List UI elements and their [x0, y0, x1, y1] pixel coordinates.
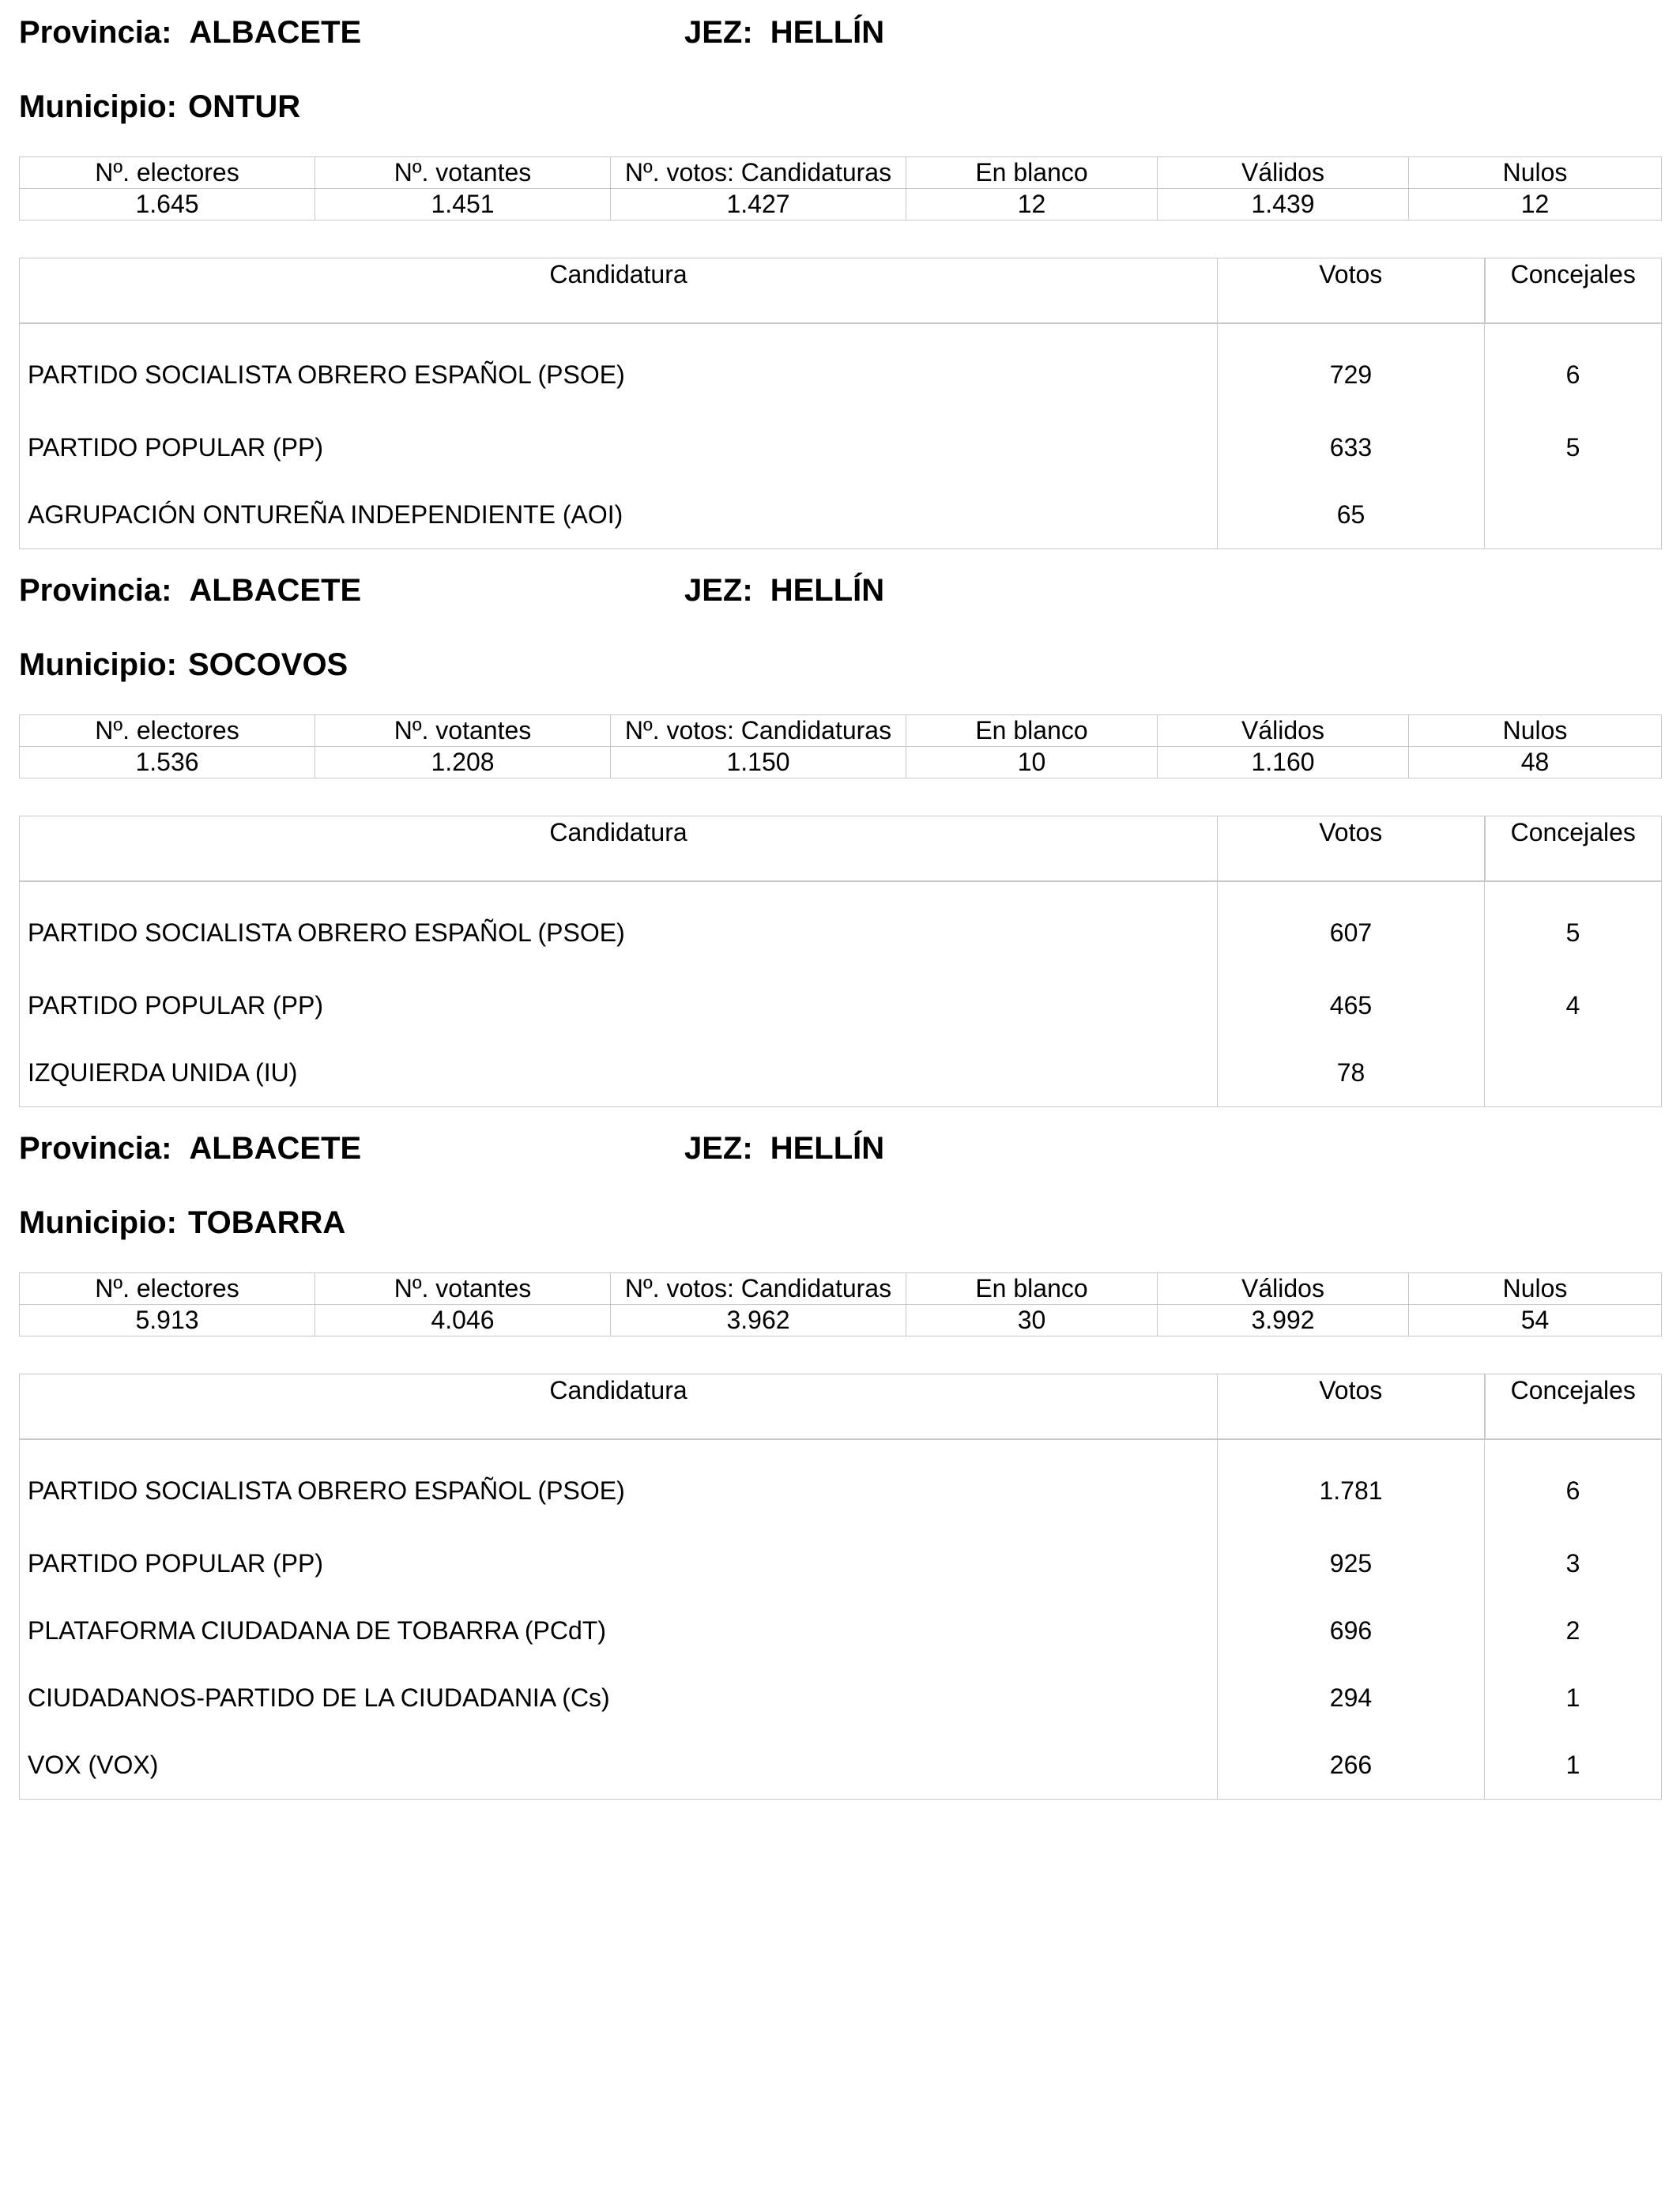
stats-header-nulos: Nulos — [1409, 157, 1662, 189]
stats-value-en-blanco: 12 — [906, 189, 1158, 221]
concejales-header: Concejales — [1485, 258, 1662, 324]
stats-value-row — [20, 189, 1662, 221]
candidatura-votes: 925 — [1218, 1530, 1485, 1597]
stats-value-nulos: 12 — [1409, 189, 1662, 221]
jez-header — [684, 14, 884, 51]
stats-header-electores: Nº. electores — [20, 715, 315, 747]
candidatura-name: PARTIDO SOCIALISTA OBRERO ESPAÑOL (PSOE) — [20, 881, 1218, 972]
provincia-header — [19, 14, 361, 51]
stats-header-row — [20, 1273, 1662, 1305]
candidatura-concejales: 5 — [1565, 918, 1580, 947]
candidaturas-table — [19, 816, 1662, 1107]
municipio-header — [19, 647, 348, 683]
jez-value: HELLÍN — [770, 573, 885, 608]
municipio-value: TOBARRA — [187, 1205, 346, 1240]
candidatura-name: AGRUPACIÓN ONTUREÑA INDEPENDIENTE (AOI) — [20, 481, 1218, 549]
candidatura-name: VOX (VOX) — [20, 1732, 1218, 1800]
provincia-value: ALBACETE — [189, 15, 362, 50]
stats-value-electores: 1.536 — [20, 747, 315, 778]
stats-value-en-blanco: 10 — [906, 747, 1158, 778]
stats-header-votos-candidaturas: Nº. votos: Candidaturas — [611, 1273, 906, 1305]
stats-value-validos: 1.160 — [1158, 747, 1409, 778]
candidatura-votes: 78 — [1218, 1039, 1485, 1107]
candidaturas-table — [19, 1374, 1662, 1800]
candidatura-votes: 465 — [1218, 972, 1485, 1039]
stats-value-votos-candidaturas: 1.427 — [611, 189, 906, 221]
candidatura-name: PARTIDO POPULAR (PP) — [20, 972, 1218, 1039]
stats-header-votantes: Nº. votantes — [315, 715, 611, 747]
provincia-label: Provincia: — [19, 573, 172, 608]
stats-value-validos: 3.992 — [1158, 1305, 1409, 1336]
municipio-label: Municipio: — [19, 647, 177, 682]
stats-table — [19, 714, 1662, 778]
stats-value-votos-candidaturas: 1.150 — [611, 747, 906, 778]
stats-header-row — [20, 157, 1662, 189]
candidatura-name: IZQUIERDA UNIDA (IU) — [20, 1039, 1218, 1107]
candidaturas-table — [19, 258, 1662, 549]
candidatura-concejales: 2 — [1565, 1616, 1580, 1645]
stats-value-votantes: 1.208 — [315, 747, 611, 778]
stats-header-validos: Válidos — [1158, 157, 1409, 189]
stats-header-row — [20, 715, 1662, 747]
votos-header: Votos — [1218, 816, 1485, 882]
candidatura-name: PARTIDO POPULAR (PP) — [20, 1530, 1218, 1597]
concejales-header: Concejales — [1485, 816, 1662, 882]
candidatura-concejales — [1485, 1039, 1662, 1107]
candidatura-row — [20, 972, 1662, 1039]
candidatura-votes: 266 — [1218, 1732, 1485, 1800]
provincia-value: ALBACETE — [189, 573, 362, 608]
stats-header-votos-candidaturas: Nº. votos: Candidaturas — [611, 157, 906, 189]
stats-header-votantes: Nº. votantes — [315, 157, 611, 189]
stats-value-votantes: 1.451 — [315, 189, 611, 221]
jez-label: JEZ: — [684, 1131, 753, 1166]
candidatura-header: Candidatura — [20, 816, 1218, 882]
candidatura-concejales: 5 — [1565, 433, 1580, 462]
municipio-value: SOCOVOS — [187, 647, 348, 682]
provincia-header — [19, 572, 361, 609]
stats-header-votantes: Nº. votantes — [315, 1273, 611, 1305]
stats-value-electores: 1.645 — [20, 189, 315, 221]
candidatura-row — [20, 1439, 1662, 1530]
stats-header-en-blanco: En blanco — [906, 715, 1158, 747]
municipio-value: ONTUR — [187, 89, 301, 124]
provincia-label: Provincia: — [19, 15, 172, 50]
municipality-section — [19, 0, 1661, 558]
jez-value: HELLÍN — [770, 1131, 885, 1166]
jez-label: JEZ: — [684, 15, 753, 50]
jez-header — [684, 572, 884, 609]
candidatura-header: Candidatura — [20, 258, 1218, 324]
candidatura-row — [20, 323, 1662, 414]
candidaturas-header-row — [20, 1374, 1662, 1440]
provincia-header — [19, 1130, 361, 1167]
candidatura-concejales: 1 — [1565, 1751, 1580, 1779]
candidatura-concejales: 4 — [1565, 991, 1580, 1020]
candidatura-row — [20, 1039, 1662, 1107]
candidatura-row — [20, 1597, 1662, 1664]
stats-header-en-blanco: En blanco — [906, 157, 1158, 189]
stats-header-electores: Nº. electores — [20, 1273, 315, 1305]
candidatura-concejales: 1 — [1565, 1683, 1580, 1712]
stats-header-electores: Nº. electores — [20, 157, 315, 189]
stats-header-validos: Válidos — [1158, 1273, 1409, 1305]
candidatura-header: Candidatura — [20, 1374, 1218, 1440]
candidatura-name: PARTIDO SOCIALISTA OBRERO ESPAÑOL (PSOE) — [20, 1439, 1218, 1530]
candidatura-concejales: 3 — [1565, 1549, 1580, 1578]
candidatura-row — [20, 414, 1662, 481]
stats-header-nulos: Nulos — [1409, 715, 1662, 747]
stats-table — [19, 1272, 1662, 1336]
stats-value-votantes: 4.046 — [315, 1305, 611, 1336]
stats-value-nulos: 48 — [1409, 747, 1662, 778]
municipality-section — [19, 1116, 1661, 1779]
candidatura-votes: 633 — [1218, 414, 1485, 481]
candidaturas-header-row — [20, 816, 1662, 882]
candidatura-row — [20, 1664, 1662, 1732]
jez-header — [684, 1130, 884, 1167]
candidatura-votes: 607 — [1218, 881, 1485, 972]
stats-value-validos: 1.439 — [1158, 189, 1409, 221]
candidatura-row — [20, 1732, 1662, 1800]
candidatura-name: PARTIDO POPULAR (PP) — [20, 414, 1218, 481]
candidatura-votes: 729 — [1218, 323, 1485, 414]
stats-value-row — [20, 1305, 1662, 1336]
candidatura-votes: 65 — [1218, 481, 1485, 549]
stats-header-validos: Válidos — [1158, 715, 1409, 747]
provincia-label: Provincia: — [19, 1131, 172, 1166]
municipio-label: Municipio: — [19, 89, 177, 124]
stats-value-row — [20, 747, 1662, 778]
municipio-header — [19, 1204, 345, 1241]
candidaturas-header-row — [20, 258, 1662, 324]
stats-header-en-blanco: En blanco — [906, 1273, 1158, 1305]
jez-value: HELLÍN — [770, 15, 885, 50]
candidatura-row — [20, 1530, 1662, 1597]
candidatura-votes: 696 — [1218, 1597, 1485, 1664]
stats-header-votos-candidaturas: Nº. votos: Candidaturas — [611, 715, 906, 747]
municipality-section — [19, 558, 1661, 1116]
stats-value-electores: 5.913 — [20, 1305, 315, 1336]
candidatura-concejales: 6 — [1565, 1476, 1580, 1505]
provincia-value: ALBACETE — [189, 1131, 362, 1166]
candidatura-row — [20, 481, 1662, 549]
stats-value-nulos: 54 — [1409, 1305, 1662, 1336]
candidatura-concejales: 6 — [1565, 360, 1580, 389]
document — [19, 0, 1661, 1779]
candidatura-row — [20, 881, 1662, 972]
jez-label: JEZ: — [684, 573, 753, 608]
municipio-header — [19, 89, 300, 125]
candidatura-votes: 294 — [1218, 1664, 1485, 1732]
candidatura-votes: 1.781 — [1218, 1439, 1485, 1530]
stats-table — [19, 156, 1662, 221]
stats-header-nulos: Nulos — [1409, 1273, 1662, 1305]
candidatura-name: PLATAFORMA CIUDADANA DE TOBARRA (PCdT) — [20, 1597, 1218, 1664]
candidatura-name: PARTIDO SOCIALISTA OBRERO ESPAÑOL (PSOE) — [20, 323, 1218, 414]
votos-header: Votos — [1218, 258, 1485, 324]
stats-value-votos-candidaturas: 3.962 — [611, 1305, 906, 1336]
candidatura-name: CIUDADANOS-PARTIDO DE LA CIUDADANIA (Cs) — [20, 1664, 1218, 1732]
concejales-header: Concejales — [1485, 1374, 1662, 1440]
votos-header: Votos — [1218, 1374, 1485, 1440]
municipio-label: Municipio: — [19, 1205, 177, 1240]
stats-value-en-blanco: 30 — [906, 1305, 1158, 1336]
candidatura-concejales — [1485, 481, 1662, 549]
